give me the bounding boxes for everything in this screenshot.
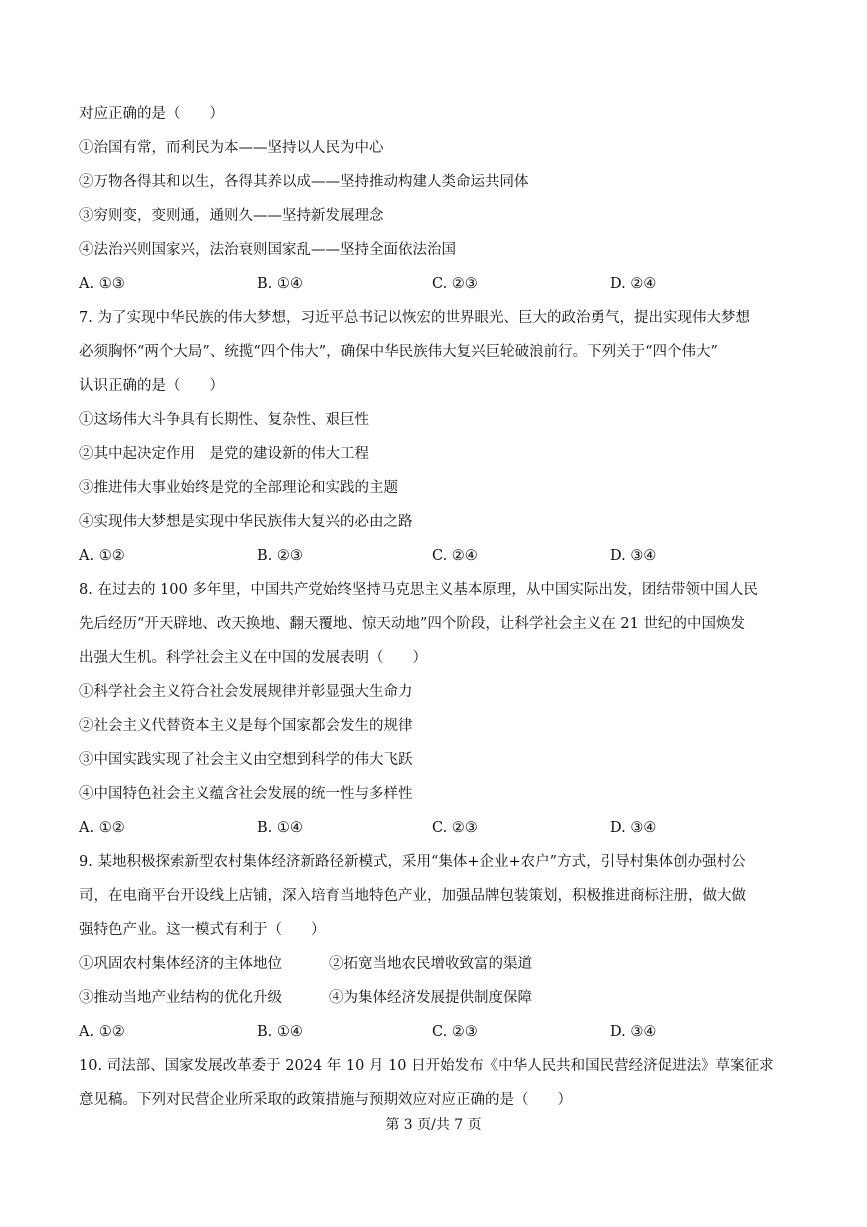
q8-stem-line-3: 出强大生机。科学社会主义在中国的发展表明（ ）	[79, 650, 427, 666]
q6-stem-end: 对应正确的是（ ）	[79, 106, 224, 122]
q6-item-3: ③穷则变，变则通，通则久——坚持新发展理念	[79, 208, 384, 224]
q7-stem-line-1: 7. 为了实现中华民族的伟大梦想，习近平总书记以恢宏的世界眼光、巨大的政治勇气，提出实现伟大梦想	[79, 310, 750, 326]
q9-item-2: ②拓宽当地农民增收致富的渠道	[329, 956, 532, 972]
q8-item-2: ②社会主义代替资本主义是每个国家都会发生的规律	[79, 718, 413, 734]
q8-option-c: C. ②③	[432, 820, 478, 836]
q7-option-a: A. ①②	[79, 548, 125, 564]
q6-item-1: ①治国有常，而利民为本——坚持以人民为中心	[79, 140, 384, 156]
q10-stem-line-2: 意见稿。下列对民营企业所采取的政策措施与预期效应对应正确的是（ ）	[79, 1092, 572, 1108]
q8-item-3: ③中国实践实现了社会主义由空想到科学的伟大飞跃	[79, 752, 413, 768]
q8-item-1: ①科学社会主义符合社会发展规律并彰显强大生命力	[79, 684, 413, 700]
q7-item-3: ③推进伟大事业始终是党的全部理论和实践的主题	[79, 480, 398, 496]
q8-item-4: ④中国特色社会主义蕴含社会发展的统一性与多样性	[79, 786, 413, 802]
q9-items-row-2	[79, 987, 799, 1009]
q7-stem-line-2: 必须胸怀“两个大局”、统揽“四个伟大”，确保中华民族伟大复兴巨轮破浪前行。下列关于“四个伟大”	[79, 344, 718, 360]
q7-option-b: B. ②③	[257, 548, 303, 564]
q9-stem-line-2: 司，在电商平台开设线上店铺，深入培育当地特色产业，加强品牌包装策划，积极推进商标注册，做大做	[79, 888, 746, 904]
q9-item-1: ①巩固农村集体经济的主体地位	[79, 956, 282, 972]
page-number: 第 3 页/共 7 页	[385, 1117, 482, 1133]
q9-option-d: D. ③④	[610, 1024, 657, 1040]
q9-item-3: ③推动当地产业结构的优化升级	[79, 990, 282, 1006]
q8-stem-line-1: 8. 在过去的 100 多年里，中国共产党始终坚持马克思主义基本原理，从中国实际出发，团结带领中国人民	[79, 582, 758, 598]
q8-options	[79, 817, 799, 839]
q7-options	[79, 545, 799, 567]
q7-option-c: C. ②④	[432, 548, 478, 564]
q8-option-b: B. ①④	[257, 820, 303, 836]
q9-stem-line-3: 强特色产业。这一模式有利于（ ）	[79, 922, 326, 938]
q9-option-c: C. ②③	[432, 1024, 478, 1040]
q6-option-d: D. ②④	[610, 276, 657, 292]
q6-item-4: ④法治兴则国家兴，法治衰则国家乱——坚持全面依法治国	[79, 242, 456, 258]
q9-options	[79, 1021, 799, 1043]
q8-option-a: A. ①②	[79, 820, 125, 836]
q6-options	[79, 273, 799, 295]
q6-option-b: B. ①④	[257, 276, 303, 292]
q6-option-c: C. ②③	[432, 276, 478, 292]
q7-item-2: ②其中起决定作用 是党的建设新的伟大工程	[79, 446, 369, 462]
q8-option-d: D. ③④	[610, 820, 657, 836]
q9-stem-line-1: 9. 某地积极探索新型农村集体经济新路径新模式，采用“集体+企业+农户”方式，引导村集体创办强村公	[79, 854, 746, 870]
q6-item-2: ②万物各得其和以生，各得其养以成——坚持推动构建人类命运共同体	[79, 174, 529, 190]
q7-item-1: ①这场伟大斗争具有长期性、复杂性、艰巨性	[79, 412, 369, 428]
q9-option-b: B. ①④	[257, 1024, 303, 1040]
q7-option-d: D. ③④	[610, 548, 657, 564]
q6-option-a: A. ①③	[79, 276, 125, 292]
q9-option-a: A. ①②	[79, 1024, 125, 1040]
q7-item-4: ④实现伟大梦想是实现中华民族伟大复兴的必由之路	[79, 514, 413, 530]
q8-stem-line-2: 先后经历“开天辟地、改天换地、翻天覆地、惊天动地”四个阶段，让科学社会主义在 21 世纪的中国焕发	[79, 616, 745, 632]
q9-item-4: ④为集体经济发展提供制度保障	[329, 990, 532, 1006]
q10-stem-line-1: 10. 司法部、国家发展改革委于 2024 年 10 月 10 日开始发布《中华人民共和国民营经济促进法》草案征求	[79, 1058, 774, 1074]
q9-items-row-1	[79, 953, 799, 975]
q7-stem-line-3: 认识正确的是（ ）	[79, 378, 224, 394]
